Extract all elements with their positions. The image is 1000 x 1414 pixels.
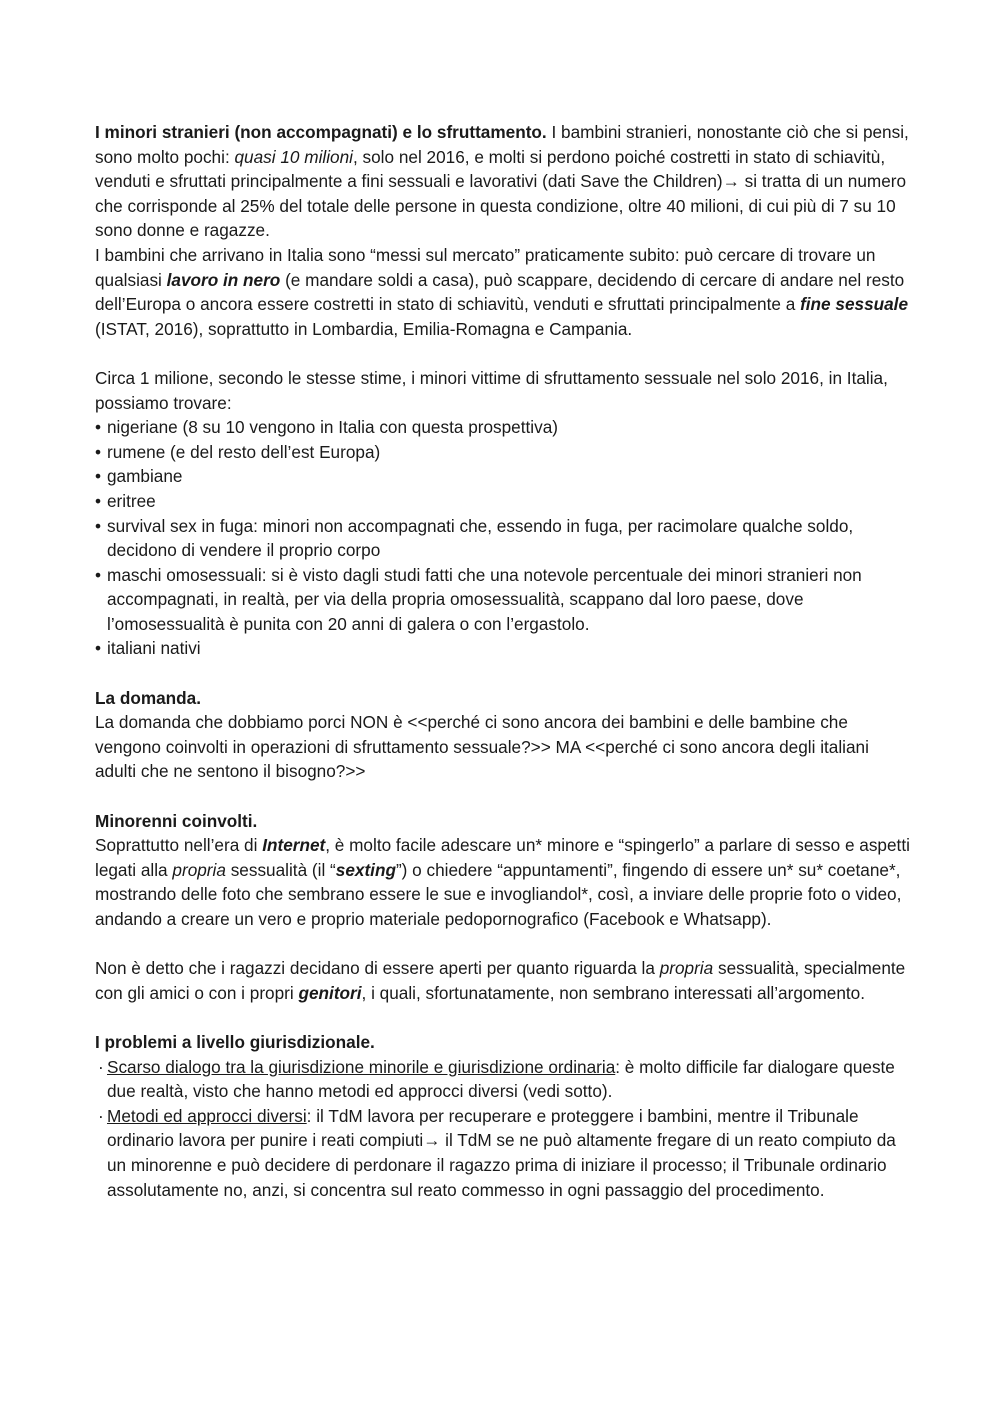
list-item-text: eritree xyxy=(107,490,156,511)
spacer xyxy=(95,1005,910,1030)
text-run: ”) o chiedere “appuntamenti”, fingendo di essere un* su* coetane*, mostrando delle foto che sembrano essere le sue e invogliandol*, così, a inviare delle proprie foto o video, andando a creare un vero e proprio materiale pedopornografico (Facebook e Whatsapp). xyxy=(95,859,902,929)
list-item-text: italiani nativi xyxy=(107,638,201,659)
bullet-list-vittime xyxy=(95,415,910,661)
section-title-problemi-giurisdizionali: I problemi a livello giurisdizionale. xyxy=(95,1031,375,1052)
text-run-bold-italic: genitori xyxy=(298,982,362,1003)
section-title-la-domanda: La domanda. xyxy=(95,687,202,708)
text-run-bold-italic: fine sessuale xyxy=(800,294,909,315)
list-item xyxy=(95,489,910,514)
spacer xyxy=(95,341,910,366)
text-run: I bambini che arrivano in Italia sono “messi sul mercato” praticamente subito: può cercare di trovare un qualsiasi xyxy=(95,244,876,290)
text-run-underlined: Scarso dialogo tra la giurisdizione minorile e giurisdizione ordinaria xyxy=(107,1056,616,1077)
paragraph-mercato xyxy=(95,243,910,341)
paragraph-intro xyxy=(95,120,910,243)
document-page xyxy=(95,120,910,1202)
text-run: : è molto difficile far dialogare queste due realtà, visto che hanno metodi ed approcci diversi (vedi sotto). xyxy=(107,1056,895,1102)
paragraph-vittime: Circa 1 milione, secondo le stesse stime, i minori vittime di sfruttamento sessuale nel solo 2016, in Italia, possiamo trovare: xyxy=(95,367,888,413)
list-item xyxy=(95,464,910,489)
text-run: Non è detto che i ragazzi decidano di essere aperti per quanto riguarda la xyxy=(95,958,660,979)
paragraph-ragazzi xyxy=(95,956,910,1005)
bullet-icon: • xyxy=(95,441,102,462)
dot-bullet-icon: · xyxy=(98,1105,104,1126)
section-title-minorenni-coinvolti: Minorenni coinvolti. xyxy=(95,810,258,831)
list-item-text: gambiane xyxy=(107,466,183,487)
list-item-text: rumene (e del resto dell’est Europa) xyxy=(107,441,381,462)
text-run-italic: propria xyxy=(172,859,226,880)
text-run: I bambini stranieri, nonostante ciò che si pensi, sono molto pochi: xyxy=(95,122,909,167)
bullet-icon: • xyxy=(95,564,102,585)
text-run: , è molto facile adescare un* minore e “spingerlo” a parlare di sesso e aspetti legati alla xyxy=(95,835,910,880)
bullet-icon: • xyxy=(95,638,102,659)
list-item xyxy=(95,440,910,465)
section-title-minori-stranieri: I minori stranieri (non accompagnati) e lo sfruttamento. xyxy=(95,122,547,142)
text-run: , i quali, sfortunatamente, non sembrano interessati all’argomento. xyxy=(361,982,866,1003)
bullet-icon: • xyxy=(95,490,102,511)
list-item-text: maschi omosessuali: si è visto dagli studi fatti che una notevole percentuale dei minori stranieri non accompagnati, in realtà, per via della propria omosessualità, scappano dal loro paese, dove l’omosessualità è punita con 20 anni di galera o con l’ergastolo. xyxy=(107,564,862,634)
text-run-italic: quasi 10 milioni xyxy=(234,146,353,167)
text-run: sessualità (il “ xyxy=(225,859,336,880)
paragraph-domanda: La domanda che dobbiamo porci NON è <<perché ci sono ancora dei bambini e delle bambine che vengono coinvolti in operazioni di sfruttamento sessuale?>> MA <<perché ci sono ancora degli italiani adulti che ne sentono il bisogno?>> xyxy=(95,712,869,782)
list-item xyxy=(95,1104,910,1202)
text-run: (ISTAT, 2016), soprattutto in Lombardia, Emilia-Romagna e Campania. xyxy=(95,318,633,339)
bullet-icon: • xyxy=(95,466,102,487)
list-item xyxy=(95,514,910,563)
list-item xyxy=(95,563,910,637)
spacer xyxy=(95,661,910,686)
text-run: sessualità, specialmente con gli amici o con i propri xyxy=(95,958,906,1003)
text-run-bold-italic: Internet xyxy=(262,835,326,856)
text-run-bold-italic: sexting xyxy=(335,859,396,880)
list-item-text: survival sex in fuga: minori non accompagnati che, essendo in fuga, per racimolare qualche soldo, decidono di vendere il proprio corpo xyxy=(107,515,854,561)
list-item xyxy=(95,1055,910,1104)
list-item-text: nigeriane (8 su 10 vengono in Italia con questa prospettiva) xyxy=(107,417,558,438)
dot-list-problemi xyxy=(95,1055,910,1203)
text-run-underlined: Metodi ed approcci diversi xyxy=(107,1105,307,1126)
text-run: (e mandare soldi a casa), può scappare, decidendo di cercare di andare nel resto dell’Europa o ancora essere costretti in stato di schiavitù, venduti e sfruttati principalmente a xyxy=(95,269,905,315)
bullet-icon: • xyxy=(95,515,102,536)
text-run-italic: propria xyxy=(659,958,714,979)
text-run: , solo nel 2016, e molti si perdono poiché costretti in stato di schiavitù, venduti e sfruttati principalmente a fini sessuali e lavorativi (dati Save the Children)→ si tratta di un numero che corrisponde al 25% del totale delle persone in questa condizione, oltre 40 milioni, di cui più di 7 su 10 sono donne e ragazze. xyxy=(95,146,907,241)
dot-bullet-icon: · xyxy=(98,1056,104,1077)
list-item xyxy=(95,636,910,661)
text-run-bold-italic: lavoro in nero xyxy=(166,269,281,290)
paragraph-internet xyxy=(95,833,910,931)
spacer xyxy=(95,784,910,809)
text-run: Soprattutto nell’era di xyxy=(95,835,263,856)
bullet-icon: • xyxy=(95,417,102,438)
spacer xyxy=(95,932,910,957)
text-run: : il TdM lavora per recuperare e proteggere i bambini, mentre il Tribunale ordinario lavora per punire i reati compiuti→ il TdM se ne può altamente fregare di un reato compiuto da un minorenne e può decidere di perdonare il ragazzo prima di iniziare il processo; il Tribunale ordinario assolutamente no, anzi, si concentra sul reato commesso in ogni passaggio del procedimento. xyxy=(107,1105,896,1200)
list-item xyxy=(95,415,910,440)
